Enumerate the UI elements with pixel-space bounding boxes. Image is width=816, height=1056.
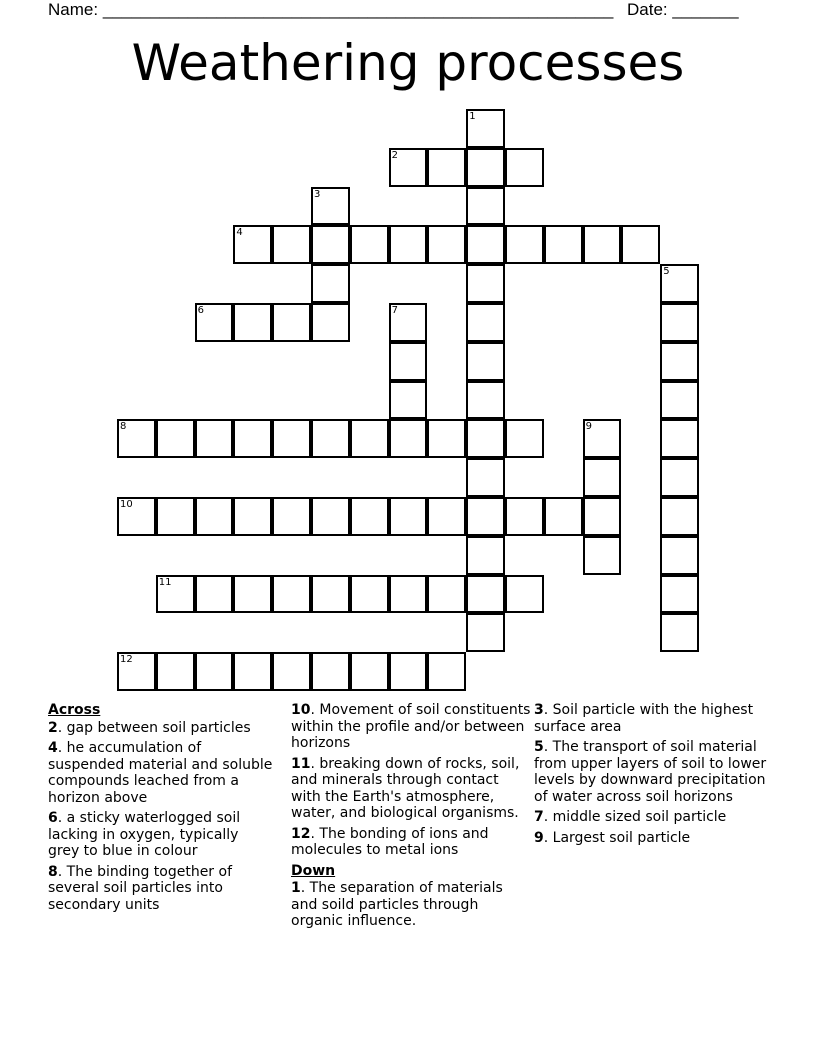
across-clue: 4. he accumulation of suspended material and soluble compounds leached from a horizon above [48,740,273,806]
grid-cell[interactable] [233,419,272,458]
grid-cell[interactable] [427,652,466,691]
grid-cell[interactable] [427,148,466,187]
across-clue: 10. Movement of soil constituents within the profile and/or between horizons [291,702,531,751]
grid-cell[interactable] [660,536,699,575]
grid-cell[interactable] [233,575,272,614]
grid-cell[interactable] [389,497,428,536]
down-clue: 1. The separation of materials and soild particles through organic influence. [291,880,503,929]
grid-cell[interactable] [117,497,156,536]
grid-cell[interactable] [660,419,699,458]
grid-cell[interactable] [466,303,505,342]
cell-number: 12 [120,654,133,666]
down-heading: Down [291,862,336,879]
clue-text: The transport of soil material from upper layers of soil to lower levels by downward precipitation of water across soil horizons [534,739,767,805]
across-clue: 11. breaking down of rocks, soil, and minerals through contact with the Earth's atmosphere, water, and biological organisms. [291,755,520,821]
grid-cell[interactable] [660,458,699,497]
cell-number: 8 [120,421,127,433]
across-clue: 6. a sticky waterlogged soil lacking in oxygen, typically grey to blue in colour [48,810,241,859]
grid-cell[interactable] [466,419,505,458]
name-field [48,0,613,20]
grid-cell[interactable] [156,575,195,614]
clue-number: 11 [291,755,311,772]
grid-cell[interactable] [427,497,466,536]
grid-cell[interactable] [233,497,272,536]
cell-number: 11 [158,576,172,588]
grid-cell[interactable] [466,381,505,420]
grid-cell[interactable] [389,419,428,458]
down-clue: 3. Soil particle with the highest surface area [534,702,754,735]
grid-cell[interactable] [544,225,583,264]
grid-cell[interactable] [350,419,389,458]
across-clue: 8. The binding together of several soil particles into secondary units [48,863,233,913]
clue-text: Movement of soil constituents within the profile and/or between horizons [291,702,531,751]
grid-cell[interactable] [660,575,699,614]
clue-text: middle sized soil particle [552,809,727,825]
grid-cell[interactable] [427,419,466,458]
cell-number: 6 [197,305,204,316]
grid-cell[interactable] [389,575,428,614]
grid-cell[interactable] [466,536,505,575]
grid-cell[interactable] [117,652,156,691]
clue-number: 3 [534,702,544,718]
grid-cell[interactable] [660,497,699,536]
grid-cell[interactable] [505,497,544,536]
grid-cell[interactable] [156,419,195,458]
grid-cell[interactable] [233,303,272,342]
grid-cell[interactable] [311,575,350,614]
clues-column-3 [534,702,774,850]
cell-number: 10 [120,499,133,510]
grid-cell[interactable] [660,264,699,303]
grid-cell[interactable] [389,381,428,420]
grid-cell[interactable] [272,497,311,536]
grid-cell[interactable] [466,497,505,536]
clue-text: The binding together of several soil particles into secondary units [48,863,233,913]
clue-text: he accumulation of suspended material and soluble compounds leached from a horizon above [48,740,273,806]
grid-cell[interactable] [660,381,699,420]
grid-cell[interactable] [466,264,505,303]
grid-cell[interactable] [466,613,505,652]
grid-cell[interactable] [544,497,583,536]
grid-cell[interactable] [311,264,350,303]
grid-cell[interactable] [505,148,544,187]
across-heading: Across [48,702,101,718]
grid-cell[interactable] [660,613,699,652]
cell-number: 7 [391,305,398,316]
grid-cell[interactable] [466,187,505,226]
grid-cell[interactable] [272,652,311,691]
cell-number: 5 [663,266,670,278]
clue-number: 12 [291,825,311,842]
grid-cell[interactable] [156,497,195,536]
clue-text: a sticky waterlogged soil lacking in oxygen, typically grey to blue in colour [48,810,241,859]
clue-number: 7 [534,809,544,825]
grid-cell[interactable] [311,419,350,458]
grid-cell[interactable] [389,652,428,691]
clue-number: 10 [291,702,311,718]
grid-cell[interactable] [466,109,505,148]
grid-cell[interactable] [350,575,389,614]
across-clue: 12. The bonding of ions and molecules to metal ions [291,825,489,858]
grid-cell[interactable] [195,419,234,458]
grid-cell[interactable] [272,419,311,458]
grid-cell[interactable] [311,225,350,264]
clues-column-1 [48,702,273,917]
clue-text: The bonding of ions and molecules to metal ions [291,825,489,858]
date-field [627,0,739,20]
clue-text: Largest soil particle [552,829,691,846]
grid-cell[interactable] [660,342,699,381]
grid-cell[interactable] [272,225,311,264]
grid-cell[interactable] [660,303,699,342]
cell-number: 4 [236,227,243,239]
name-line: ______________________________________________________ [102,0,614,19]
cell-number: 1 [469,111,476,122]
clue-text: Soil particle with the highest surface area [534,702,754,735]
grid-cell[interactable] [233,652,272,691]
grid-cell[interactable] [583,497,622,536]
grid-cell[interactable] [583,458,622,497]
grid-cell[interactable] [350,652,389,691]
across-clue: 2. gap between soil particles [48,719,251,736]
page-title: Weathering processes [131,34,685,92]
clue-number: 4 [48,740,58,756]
grid-cell[interactable] [505,225,544,264]
grid-cell[interactable] [195,303,234,342]
grid-cell[interactable] [466,458,505,497]
grid-cell[interactable] [389,342,428,381]
grid-cell[interactable] [350,497,389,536]
grid-cell[interactable] [621,225,660,264]
clue-number: 1 [291,880,301,896]
grid-cell[interactable] [389,225,428,264]
date-label: Date: [627,0,668,19]
clue-text: The separation of materials and soild particles through organic influence. [291,880,503,929]
grid-cell[interactable] [505,419,544,458]
clue-text: breaking down of rocks, soil, and minerals through contact with the Earth's atmosphere, water, and biological organisms. [291,755,520,821]
grid-cell[interactable] [583,225,622,264]
grid-cell[interactable] [427,575,466,614]
grid-cell[interactable] [350,225,389,264]
clue-number: 8 [48,863,58,880]
clue-number: 9 [534,829,544,846]
grid-cell[interactable] [195,575,234,614]
grid-cell[interactable] [505,575,544,614]
grid-cell[interactable] [311,497,350,536]
clue-text: gap between soil particles [66,719,251,736]
grid-cell[interactable] [195,497,234,536]
grid-cell[interactable] [117,419,156,458]
grid-cell[interactable] [156,652,195,691]
grid-cell[interactable] [466,225,505,264]
grid-cell[interactable] [466,575,505,614]
grid-cell[interactable] [311,187,350,226]
clues-column-2 [291,702,531,934]
cell-number: 9 [585,421,592,433]
grid-cell[interactable] [466,148,505,187]
grid-cell[interactable] [389,148,428,187]
cell-number: 3 [314,188,321,200]
grid-cell[interactable] [311,303,350,342]
grid-cell[interactable] [583,536,622,575]
date-line: _______ [672,0,739,19]
grid-cell[interactable] [389,303,428,342]
clue-number: 2 [48,719,58,736]
cell-number: 2 [391,149,398,161]
grid-cell[interactable] [466,342,505,381]
clue-number: 6 [48,810,58,826]
name-label: Name: [48,0,99,19]
grid-cell[interactable] [233,225,272,264]
grid-cell[interactable] [272,303,311,342]
grid-cell[interactable] [311,652,350,691]
down-clue: 9. Largest soil particle [534,829,691,846]
down-clue: 5. The transport of soil material from upper layers of soil to lower levels by downward precipitation of water across soil horizons [534,739,767,805]
down-clue: 7. middle sized soil particle [534,809,727,825]
clue-number: 5 [534,739,544,755]
grid-cell[interactable] [195,652,234,691]
grid-cell[interactable] [583,419,622,458]
grid-cell[interactable] [427,225,466,264]
grid-cell[interactable] [272,575,311,614]
